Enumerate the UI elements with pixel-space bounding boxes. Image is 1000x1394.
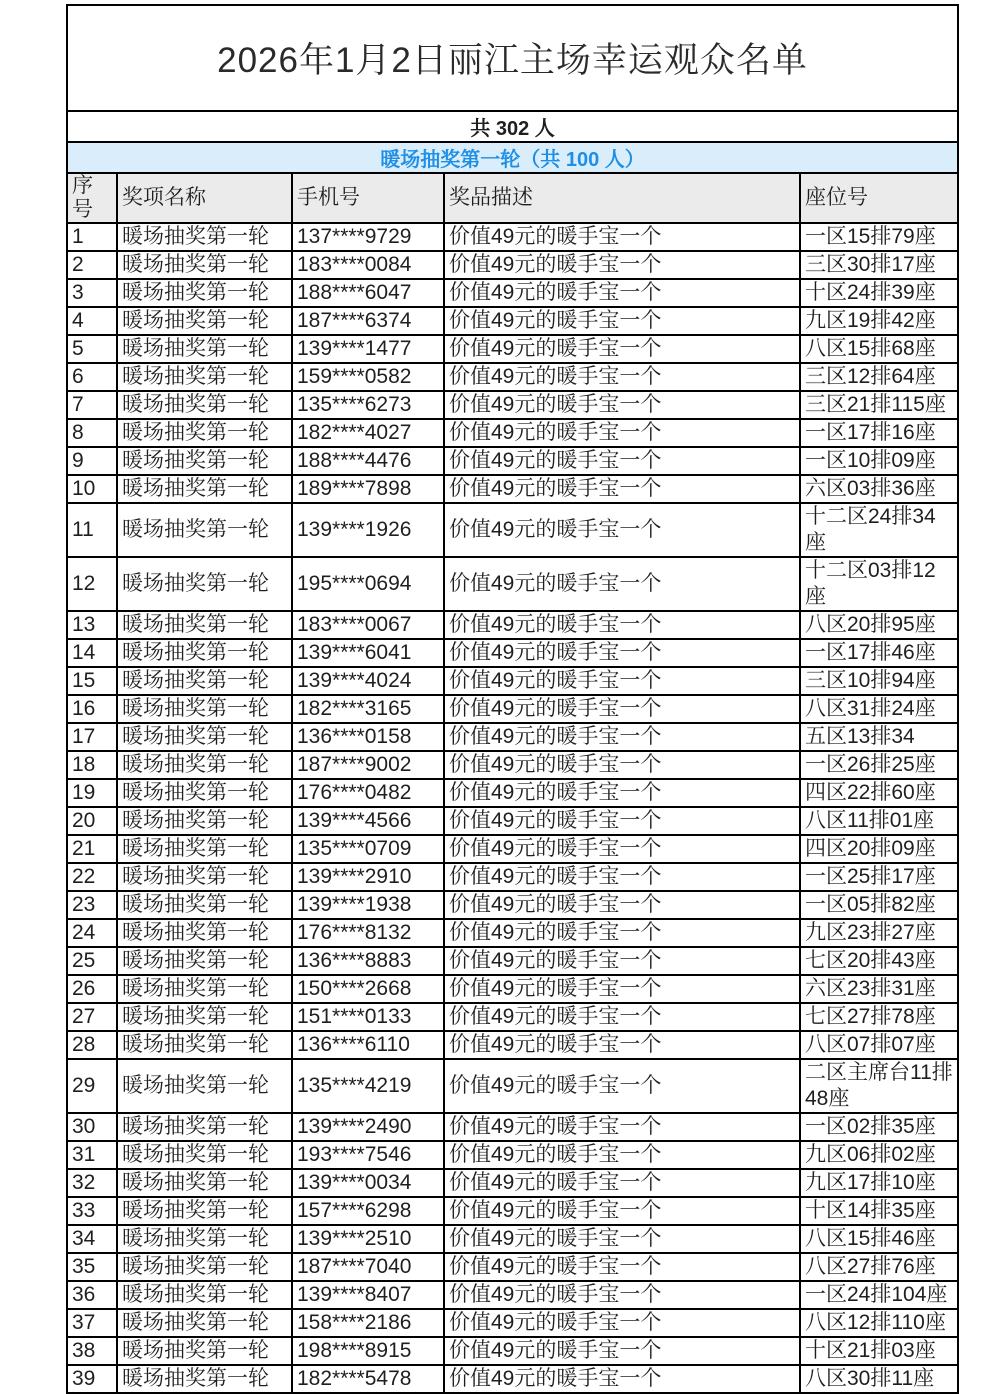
cell-seat: 一区25排17座 <box>800 863 958 891</box>
cell-index: 18 <box>67 751 117 779</box>
cell-seat: 八区27排76座 <box>800 1253 958 1281</box>
cell-prize-name: 暖场抽奖第一轮 <box>117 835 292 863</box>
cell-seat: 十区21排03座 <box>800 1337 958 1365</box>
cell-seat: 七区20排43座 <box>800 947 958 975</box>
cell-prize-name: 暖场抽奖第一轮 <box>117 863 292 891</box>
cell-prize-name: 暖场抽奖第一轮 <box>117 1113 292 1141</box>
cell-seat: 八区15排46座 <box>800 1225 958 1253</box>
cell-seat: 二区主席台11排48座 <box>800 1059 958 1113</box>
cell-index: 1 <box>67 223 117 251</box>
cell-seat: 十区14排35座 <box>800 1197 958 1225</box>
cell-phone: 139****2490 <box>292 1113 444 1141</box>
cell-index: 2 <box>67 251 117 279</box>
table-row <box>67 1113 958 1141</box>
cell-index: 8 <box>67 419 117 447</box>
table-row <box>67 807 958 835</box>
cell-index: 13 <box>67 611 117 639</box>
cell-prize-desc: 价值49元的暖手宝一个 <box>444 723 800 751</box>
table-row <box>67 1059 958 1113</box>
cell-prize-desc: 价值49元的暖手宝一个 <box>444 307 800 335</box>
cell-index: 23 <box>67 891 117 919</box>
title-row <box>67 5 958 111</box>
cell-seat: 一区15排79座 <box>800 223 958 251</box>
cell-prize-name: 暖场抽奖第一轮 <box>117 611 292 639</box>
table-row <box>67 1337 958 1365</box>
cell-prize-name: 暖场抽奖第一轮 <box>117 1169 292 1197</box>
cell-phone: 187****9002 <box>292 751 444 779</box>
cell-phone: 187****6374 <box>292 307 444 335</box>
cell-prize-name: 暖场抽奖第一轮 <box>117 251 292 279</box>
cell-prize-name: 暖场抽奖第一轮 <box>117 307 292 335</box>
cell-phone: 139****4024 <box>292 667 444 695</box>
cell-seat: 八区11排01座 <box>800 807 958 835</box>
cell-prize-desc: 价值49元的暖手宝一个 <box>444 279 800 307</box>
cell-prize-name: 暖场抽奖第一轮 <box>117 335 292 363</box>
cell-prize-name: 暖场抽奖第一轮 <box>117 1031 292 1059</box>
cell-index: 12 <box>67 557 117 611</box>
table-row <box>67 251 958 279</box>
col-header-seat: 座位号 <box>800 173 958 223</box>
cell-prize-desc: 价值49元的暖手宝一个 <box>444 919 800 947</box>
cell-index: 34 <box>67 1225 117 1253</box>
table-row <box>67 695 958 723</box>
cell-phone: 139****2510 <box>292 1225 444 1253</box>
cell-prize-name: 暖场抽奖第一轮 <box>117 391 292 419</box>
cell-seat: 一区05排82座 <box>800 891 958 919</box>
cell-prize-name: 暖场抽奖第一轮 <box>117 1197 292 1225</box>
table-row <box>67 1225 958 1253</box>
cell-prize-name: 暖场抽奖第一轮 <box>117 751 292 779</box>
cell-prize-desc: 价值49元的暖手宝一个 <box>444 1059 800 1113</box>
table-row <box>67 335 958 363</box>
cell-phone: 139****1938 <box>292 891 444 919</box>
audience-table <box>66 4 959 1394</box>
cell-prize-name: 暖场抽奖第一轮 <box>117 1365 292 1393</box>
cell-phone: 159****0582 <box>292 363 444 391</box>
cell-phone: 182****3165 <box>292 695 444 723</box>
cell-prize-desc: 价值49元的暖手宝一个 <box>444 223 800 251</box>
cell-prize-desc: 价值49元的暖手宝一个 <box>444 1141 800 1169</box>
cell-phone: 188****6047 <box>292 279 444 307</box>
cell-phone: 158****2186 <box>292 1309 444 1337</box>
cell-prize-desc: 价值49元的暖手宝一个 <box>444 1337 800 1365</box>
cell-prize-desc: 价值49元的暖手宝一个 <box>444 611 800 639</box>
cell-phone: 188****4476 <box>292 447 444 475</box>
cell-phone: 189****7898 <box>292 475 444 503</box>
cell-seat: 九区06排02座 <box>800 1141 958 1169</box>
cell-seat: 七区27排78座 <box>800 1003 958 1031</box>
cell-phone: 187****7040 <box>292 1253 444 1281</box>
table-row <box>67 1197 958 1225</box>
cell-phone: 150****2668 <box>292 975 444 1003</box>
cell-prize-desc: 价值49元的暖手宝一个 <box>444 667 800 695</box>
cell-prize-name: 暖场抽奖第一轮 <box>117 695 292 723</box>
col-header-prize-name: 奖项名称 <box>117 173 292 223</box>
cell-phone: 151****0133 <box>292 1003 444 1031</box>
cell-prize-name: 暖场抽奖第一轮 <box>117 919 292 947</box>
cell-index: 3 <box>67 279 117 307</box>
table-row <box>67 891 958 919</box>
cell-prize-name: 暖场抽奖第一轮 <box>117 1253 292 1281</box>
cell-index: 22 <box>67 863 117 891</box>
cell-prize-name: 暖场抽奖第一轮 <box>117 667 292 695</box>
cell-phone: 198****8915 <box>292 1337 444 1365</box>
cell-prize-desc: 价值49元的暖手宝一个 <box>444 1253 800 1281</box>
cell-index: 32 <box>67 1169 117 1197</box>
cell-prize-desc: 价值49元的暖手宝一个 <box>444 863 800 891</box>
cell-prize-name: 暖场抽奖第一轮 <box>117 279 292 307</box>
cell-phone: 183****0067 <box>292 611 444 639</box>
cell-index: 11 <box>67 503 117 557</box>
cell-prize-desc: 价值49元的暖手宝一个 <box>444 891 800 919</box>
table-row <box>67 363 958 391</box>
table-row <box>67 835 958 863</box>
cell-prize-name: 暖场抽奖第一轮 <box>117 723 292 751</box>
cell-seat: 一区24排104座 <box>800 1281 958 1309</box>
cell-prize-desc: 价值49元的暖手宝一个 <box>444 1365 800 1393</box>
cell-prize-name: 暖场抽奖第一轮 <box>117 779 292 807</box>
table-row <box>67 919 958 947</box>
table-row <box>67 1281 958 1309</box>
cell-prize-name: 暖场抽奖第一轮 <box>117 1309 292 1337</box>
cell-prize-desc: 价值49元的暖手宝一个 <box>444 419 800 447</box>
table-row <box>67 391 958 419</box>
table-row <box>67 279 958 307</box>
col-header-prize-desc: 奖品描述 <box>444 173 800 223</box>
table-row <box>67 1309 958 1337</box>
cell-prize-desc: 价值49元的暖手宝一个 <box>444 475 800 503</box>
total-row <box>67 111 958 142</box>
cell-prize-desc: 价值49元的暖手宝一个 <box>444 947 800 975</box>
cell-seat: 八区15排68座 <box>800 335 958 363</box>
cell-prize-desc: 价值49元的暖手宝一个 <box>444 1309 800 1337</box>
cell-seat: 一区10排09座 <box>800 447 958 475</box>
table-row <box>67 503 958 557</box>
cell-index: 15 <box>67 667 117 695</box>
cell-index: 20 <box>67 807 117 835</box>
cell-index: 7 <box>67 391 117 419</box>
cell-seat: 八区31排24座 <box>800 695 958 723</box>
table-row <box>67 1141 958 1169</box>
table-row <box>67 307 958 335</box>
cell-seat: 四区22排60座 <box>800 779 958 807</box>
cell-prize-desc: 价值49元的暖手宝一个 <box>444 391 800 419</box>
table-row <box>67 751 958 779</box>
cell-index: 30 <box>67 1113 117 1141</box>
table-head <box>67 5 958 223</box>
cell-index: 33 <box>67 1197 117 1225</box>
cell-index: 37 <box>67 1309 117 1337</box>
cell-prize-name: 暖场抽奖第一轮 <box>117 975 292 1003</box>
table-row <box>67 639 958 667</box>
cell-phone: 136****6110 <box>292 1031 444 1059</box>
cell-index: 39 <box>67 1365 117 1393</box>
cell-index: 9 <box>67 447 117 475</box>
cell-prize-name: 暖场抽奖第一轮 <box>117 223 292 251</box>
cell-index: 5 <box>67 335 117 363</box>
cell-prize-desc: 价值49元的暖手宝一个 <box>444 1031 800 1059</box>
section-banner-row <box>67 142 958 173</box>
cell-index: 14 <box>67 639 117 667</box>
page-title: 2026年1月2日丽江主场幸运观众名单 <box>67 5 958 111</box>
cell-index: 16 <box>67 695 117 723</box>
cell-prize-name: 暖场抽奖第一轮 <box>117 891 292 919</box>
cell-seat: 三区30排17座 <box>800 251 958 279</box>
cell-phone: 136****8883 <box>292 947 444 975</box>
cell-prize-desc: 价值49元的暖手宝一个 <box>444 447 800 475</box>
cell-prize-desc: 价值49元的暖手宝一个 <box>444 835 800 863</box>
cell-index: 19 <box>67 779 117 807</box>
cell-seat: 八区07排07座 <box>800 1031 958 1059</box>
table-body <box>67 223 958 1393</box>
cell-prize-desc: 价值49元的暖手宝一个 <box>444 695 800 723</box>
table-row <box>67 723 958 751</box>
cell-phone: 139****0034 <box>292 1169 444 1197</box>
cell-prize-desc: 价值49元的暖手宝一个 <box>444 1169 800 1197</box>
cell-seat: 三区12排64座 <box>800 363 958 391</box>
cell-prize-name: 暖场抽奖第一轮 <box>117 503 292 557</box>
cell-phone: 136****0158 <box>292 723 444 751</box>
cell-prize-desc: 价值49元的暖手宝一个 <box>444 751 800 779</box>
cell-phone: 182****4027 <box>292 419 444 447</box>
cell-phone: 139****2910 <box>292 863 444 891</box>
cell-phone: 139****4566 <box>292 807 444 835</box>
cell-index: 21 <box>67 835 117 863</box>
table-row <box>67 1253 958 1281</box>
cell-prize-name: 暖场抽奖第一轮 <box>117 1141 292 1169</box>
cell-prize-desc: 价值49元的暖手宝一个 <box>444 503 800 557</box>
cell-prize-desc: 价值49元的暖手宝一个 <box>444 335 800 363</box>
cell-seat: 一区17排46座 <box>800 639 958 667</box>
table-row <box>67 1169 958 1197</box>
cell-index: 25 <box>67 947 117 975</box>
cell-prize-desc: 价值49元的暖手宝一个 <box>444 1113 800 1141</box>
cell-prize-desc: 价值49元的暖手宝一个 <box>444 1281 800 1309</box>
cell-seat: 六区23排31座 <box>800 975 958 1003</box>
cell-prize-name: 暖场抽奖第一轮 <box>117 1059 292 1113</box>
cell-index: 10 <box>67 475 117 503</box>
cell-seat: 四区20排09座 <box>800 835 958 863</box>
section-banner: 暖场抽奖第一轮（共 100 人） <box>67 142 958 173</box>
cell-index: 29 <box>67 1059 117 1113</box>
cell-phone: 182****5478 <box>292 1365 444 1393</box>
cell-seat: 一区17排16座 <box>800 419 958 447</box>
cell-index: 36 <box>67 1281 117 1309</box>
cell-phone: 176****8132 <box>292 919 444 947</box>
table-row <box>67 419 958 447</box>
table-row <box>67 1031 958 1059</box>
cell-index: 26 <box>67 975 117 1003</box>
cell-phone: 176****0482 <box>292 779 444 807</box>
cell-seat: 六区03排36座 <box>800 475 958 503</box>
table-row <box>67 667 958 695</box>
cell-phone: 139****6041 <box>292 639 444 667</box>
cell-prize-desc: 价值49元的暖手宝一个 <box>444 807 800 835</box>
cell-prize-desc: 价值49元的暖手宝一个 <box>444 251 800 279</box>
cell-phone: 139****8407 <box>292 1281 444 1309</box>
cell-prize-name: 暖场抽奖第一轮 <box>117 807 292 835</box>
cell-prize-desc: 价值49元的暖手宝一个 <box>444 1225 800 1253</box>
cell-phone: 135****4219 <box>292 1059 444 1113</box>
cell-phone: 195****0694 <box>292 557 444 611</box>
cell-prize-name: 暖场抽奖第一轮 <box>117 557 292 611</box>
cell-seat: 十二区24排34座 <box>800 503 958 557</box>
table-row <box>67 947 958 975</box>
table-row <box>67 223 958 251</box>
cell-phone: 157****6298 <box>292 1197 444 1225</box>
cell-index: 4 <box>67 307 117 335</box>
cell-seat: 十区24排39座 <box>800 279 958 307</box>
cell-index: 24 <box>67 919 117 947</box>
cell-index: 17 <box>67 723 117 751</box>
cell-seat: 一区26排25座 <box>800 751 958 779</box>
table-row <box>67 447 958 475</box>
table-row <box>67 975 958 1003</box>
cell-prize-name: 暖场抽奖第一轮 <box>117 1281 292 1309</box>
cell-prize-name: 暖场抽奖第一轮 <box>117 639 292 667</box>
cell-index: 6 <box>67 363 117 391</box>
cell-phone: 193****7546 <box>292 1141 444 1169</box>
table-row <box>67 1003 958 1031</box>
cell-seat: 一区02排35座 <box>800 1113 958 1141</box>
cell-index: 28 <box>67 1031 117 1059</box>
lucky-audience-list <box>66 4 957 1394</box>
table-row <box>67 611 958 639</box>
cell-seat: 九区19排42座 <box>800 307 958 335</box>
cell-index: 35 <box>67 1253 117 1281</box>
cell-seat: 八区30排11座 <box>800 1365 958 1393</box>
cell-prize-name: 暖场抽奖第一轮 <box>117 475 292 503</box>
table-header-row <box>67 173 958 223</box>
table-row <box>67 557 958 611</box>
table-row <box>67 863 958 891</box>
cell-seat: 五区13排34 <box>800 723 958 751</box>
col-header-index: 序号 <box>67 173 117 223</box>
cell-seat: 八区20排95座 <box>800 611 958 639</box>
table-row <box>67 779 958 807</box>
cell-prize-desc: 价值49元的暖手宝一个 <box>444 1003 800 1031</box>
table-row <box>67 475 958 503</box>
cell-prize-desc: 价值49元的暖手宝一个 <box>444 975 800 1003</box>
cell-phone: 139****1477 <box>292 335 444 363</box>
cell-seat: 八区12排110座 <box>800 1309 958 1337</box>
cell-prize-desc: 价值49元的暖手宝一个 <box>444 363 800 391</box>
table-row <box>67 1365 958 1393</box>
cell-phone: 183****0084 <box>292 251 444 279</box>
cell-seat: 十二区03排12座 <box>800 557 958 611</box>
cell-seat: 九区23排27座 <box>800 919 958 947</box>
cell-prize-desc: 价值49元的暖手宝一个 <box>444 557 800 611</box>
cell-prize-desc: 价值49元的暖手宝一个 <box>444 779 800 807</box>
cell-phone: 135****0709 <box>292 835 444 863</box>
cell-phone: 137****9729 <box>292 223 444 251</box>
cell-seat: 三区10排94座 <box>800 667 958 695</box>
cell-prize-name: 暖场抽奖第一轮 <box>117 1225 292 1253</box>
cell-prize-name: 暖场抽奖第一轮 <box>117 947 292 975</box>
cell-prize-desc: 价值49元的暖手宝一个 <box>444 639 800 667</box>
cell-prize-name: 暖场抽奖第一轮 <box>117 363 292 391</box>
cell-prize-name: 暖场抽奖第一轮 <box>117 1337 292 1365</box>
cell-seat: 三区21排115座 <box>800 391 958 419</box>
cell-phone: 135****6273 <box>292 391 444 419</box>
cell-prize-name: 暖场抽奖第一轮 <box>117 419 292 447</box>
col-header-phone: 手机号 <box>292 173 444 223</box>
cell-index: 38 <box>67 1337 117 1365</box>
cell-seat: 九区17排10座 <box>800 1169 958 1197</box>
cell-prize-desc: 价值49元的暖手宝一个 <box>444 1197 800 1225</box>
cell-index: 27 <box>67 1003 117 1031</box>
total-count: 共 302 人 <box>67 111 958 142</box>
cell-prize-name: 暖场抽奖第一轮 <box>117 1003 292 1031</box>
cell-prize-name: 暖场抽奖第一轮 <box>117 447 292 475</box>
cell-phone: 139****1926 <box>292 503 444 557</box>
cell-index: 31 <box>67 1141 117 1169</box>
